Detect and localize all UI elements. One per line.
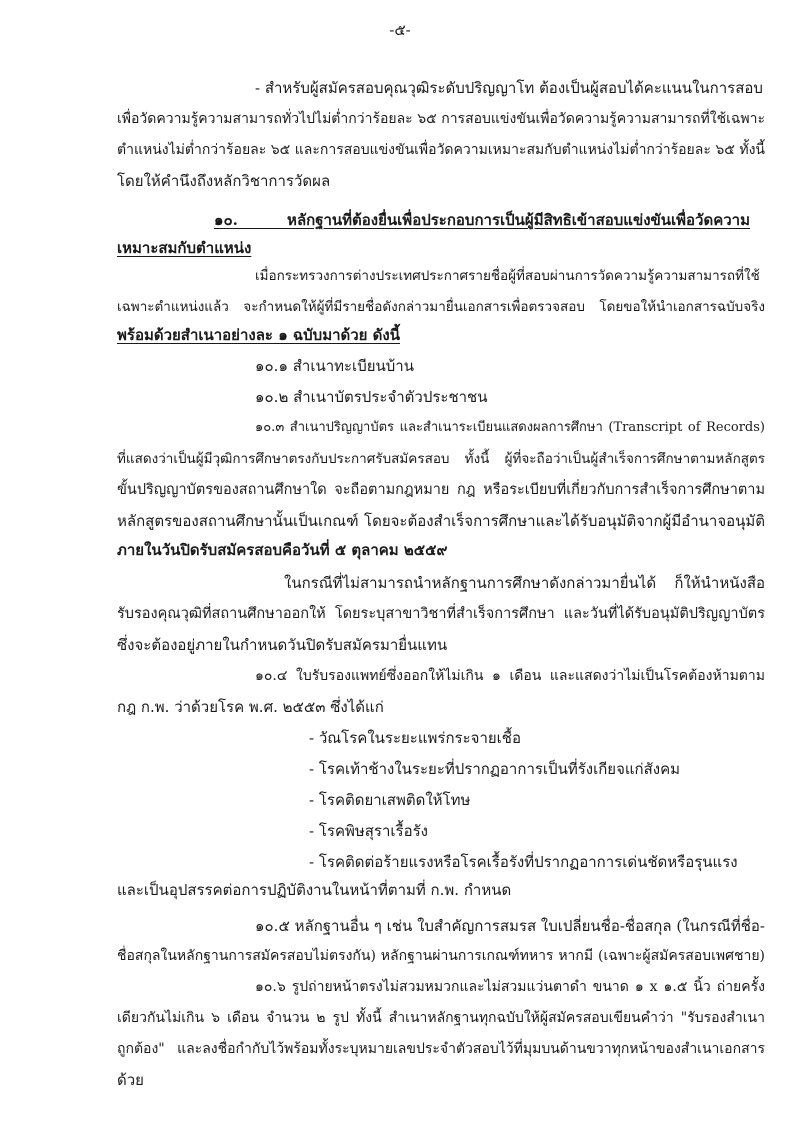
paragraph-line: รับรองคุณวุฒิที่สถานศึกษาออกให้ โดยระบุสาขาวิชาที่สำเร็จการศึกษา และวันที่ได้รับอนุมัติปริญญาบัตร [117, 606, 765, 622]
paragraph-line: พร้อมด้วยสำเนาอย่างละ ๑ ฉบับมาด้วย ดังนี้ [117, 326, 401, 344]
paragraph-line: และเป็นอุปสรรคต่อการปฏิบัติงานในหน้าที่ตามที่ ก.พ. กำหนด [117, 881, 512, 899]
section-heading-cont: เหมาะสมกับตำแหน่ง [117, 239, 252, 257]
paragraph-line: ขั้นปริญญาบัตรของสถานศึกษาใด จะถือตามกฎหมาย กฎ หรือระเบียบที่เกี่ยวกับการสำเร็จการศึกษาตาม [117, 482, 765, 498]
deadline-line: ภายในวันปิดรับสมัครสอบคือวันที่ ๕ ตุลาคม ๒๕๕๙ [117, 541, 448, 559]
paragraph-line: ด้วย [117, 1071, 144, 1089]
paragraph-line: กฎ ก.พ. ว่าด้วยโรค พ.ศ. ๒๕๕๓ ซึ่งได้แก่ [117, 698, 384, 716]
list-item: ๑๐.๖ รูปถ่ายหน้าตรงไม่สวมหมวกและไม่สวมแว่นตาดำ ขนาด ๑ x ๑.๕ นิ้ว ถ่ายครั้ง [255, 979, 765, 995]
list-item: ๑๐.๓ สำเนาปริญญาบัตร และสำเนาระเบียนแสดงผลการศึกษา (Transcript of Records) [255, 420, 765, 435]
paragraph-line: ตำแหน่งไม่ต่ำกว่าร้อยละ ๖๕ และการสอบแข่งขันเพื่อวัดความเหมาะสมกับตำแหน่งไม่ต่ำกว่าร้อยละ ๖๕ ทั้งนี้ [117, 142, 765, 158]
paragraph-line: - สำหรับผู้สมัครสอบคุณวุฒิระดับปริญญาโท ต้องเป็นผู้สอบได้คะแนนในการสอบ [255, 79, 763, 97]
page-number: -๕- [389, 21, 411, 39]
disease-item: - โรคเท้าช้างในระยะที่ปรากฏอาการเป็นที่รังเกียจแก่สังคม [309, 760, 681, 778]
list-item: ๑๐.๒ สำเนาบัตรประจำตัวประชาชน [255, 388, 488, 406]
list-item: ๑๐.๔ ใบรับรองแพทย์ซึ่งออกให้ไม่เกิน ๑ เดือน และแสดงว่าไม่เป็นโรคต้องห้ามตาม [255, 668, 765, 684]
paragraph-line: หลักสูตรของสถานศึกษานั้นเป็นเกณฑ์ โดยจะต้องสำเร็จการศึกษาและได้รับอนุมัติจากผู้มีอำนาจอนุมัติ [117, 512, 765, 530]
paragraph-line: โดยให้คำนึงถึงหลักวิชาการวัดผล [117, 172, 331, 190]
disease-item: - โรคติดยาเสพติดให้โทษ [309, 791, 471, 809]
list-item: ๑๐.๕ หลักฐานอื่น ๆ เช่น ใบสำคัญการสมรส ใบเปลี่ยนชื่อ-ชื่อสกุล (ในกรณีที่ชื่อ- [255, 917, 765, 935]
paragraph-line: เดียวกันไม่เกิน ๖ เดือน จำนวน ๒ รูป ทั้งนี้ สำเนาหลักฐานทุกฉบับให้ผู้สมัครสอบเขียนคำว่า "รับรองสำเนา [117, 1010, 765, 1026]
paragraph-line: ในกรณีที่ไม่สามารถนำหลักฐานการศึกษาดังกล่าวมายื่นได้ ก็ให้นำหนังสือ [284, 574, 765, 592]
paragraph-line: ที่แสดงว่าเป็นผู้มีวุฒิการศึกษาตรงกับประกาศรับสมัครสอบ ทั้งนี้ ผู้ที่จะถือว่าเป็นผู้สำเร็จการศึกษาตามหลักสูตร [117, 451, 765, 467]
paragraph-line: ชื่อสกุลในหลักฐานการสมัครสอบไม่ตรงกัน) หลักฐานผ่านการเกณฑ์ทหาร หากมี (เฉพาะผู้สมัครสอบเพศชาย) [117, 948, 765, 964]
paragraph-line: เมื่อกระทรวงการต่างประเทศประกาศรายชื่อผู้ที่สอบผ่านการวัดความรู้ความสามารถที่ใช้ [255, 268, 760, 284]
paragraph-line: ถูกต้อง" และลงชื่อกำกับไว้พร้อมทั้งระบุหมายเลขประจำตัวสอบไว้ที่มุมบนด้านขวาทุกหน้าของสำเนาเอกสาร [117, 1041, 765, 1057]
disease-item: - โรคพิษสุราเรื้อรัง [309, 822, 428, 840]
list-item: ๑๐.๑ สำเนาทะเบียนบ้าน [255, 357, 414, 375]
paragraph-line: เฉพาะตำแหน่งแล้ว จะกำหนดให้ผู้ที่มีรายชื่อดังกล่าวมายื่นเอกสารเพื่อตรวจสอบ โดยขอให้นำเอกสารฉบับจริง [117, 299, 765, 315]
paragraph-line: เพื่อวัดความรู้ความสามารถทั่วไปไม่ต่ำกว่าร้อยละ ๖๕ การสอบแข่งขันเพื่อวัดความรู้ความสามารถที่ใช้เฉพาะ [117, 111, 765, 127]
disease-item: - โรคติดต่อร้ายแรงหรือโรคเรื้อรังที่ปรากฏอาการเด่นชัดหรือรุนแรง [309, 853, 738, 871]
section-heading: ๑๐. หลักฐานที่ต้องยื่นเพื่อประกอบการเป็นผู้มีสิทธิเข้าสอบแข่งขันเพื่อวัดความ [214, 211, 750, 229]
paragraph-line: ซึ่งจะต้องอยู่ภายในกำหนดวันปิดรับสมัครมายื่นแทน [117, 636, 448, 654]
disease-item: - วัณโรคในระยะแพร่กระจายเชื้อ [309, 729, 521, 747]
